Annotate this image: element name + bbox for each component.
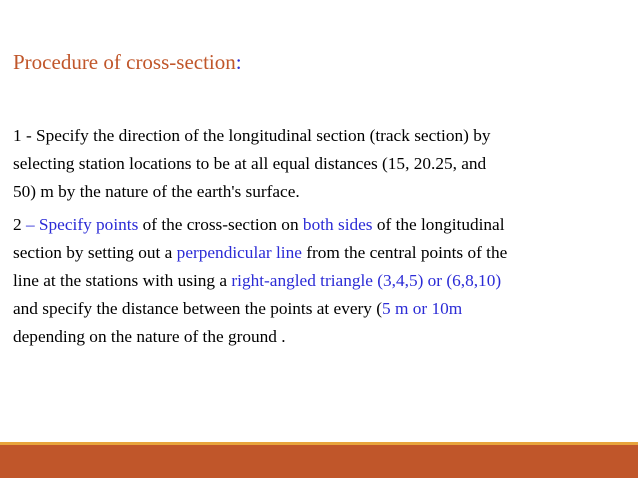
slide-title bbox=[13, 50, 242, 75]
p2-l1-c: of the cross-section on bbox=[138, 215, 303, 234]
paragraph-1-line-2: selecting station locations to be at all equal distances (15, 20.25, and bbox=[13, 154, 487, 173]
paragraph-2-line-3 bbox=[13, 267, 631, 295]
paragraph-2 bbox=[13, 211, 631, 351]
p2-l5-a: depending on the nature of the ground . bbox=[13, 327, 286, 346]
p2-l1-e: of the longitudinal bbox=[372, 215, 505, 234]
p2-l2-a: section by setting out a bbox=[13, 243, 177, 262]
p2-l3-b: right-angled triangle (3,4,5) or (6,8,10) bbox=[231, 271, 502, 290]
paragraph-2-line-1 bbox=[13, 211, 631, 239]
p2-l4-a: and specify the distance between the points at every ( bbox=[13, 299, 383, 318]
paragraph-2-line-4 bbox=[13, 295, 631, 323]
p2-l1-b: – Specify points bbox=[25, 215, 139, 234]
footer-band bbox=[0, 445, 638, 478]
p2-l3-a: line at the stations with using a bbox=[13, 271, 232, 290]
title-text: Procedure of cross-section bbox=[13, 50, 236, 74]
p2-l1-a: 2 bbox=[13, 215, 26, 234]
paragraph-1-line-3: 50) m by the nature of the earth's surface. bbox=[13, 182, 300, 201]
title-colon: : bbox=[235, 50, 242, 74]
p2-l1-d: both sides bbox=[302, 215, 373, 234]
paragraph-2-line-5 bbox=[13, 323, 631, 351]
paragraph-1-line-1: 1 - Specify the direction of the longitudinal section (track section) by bbox=[13, 126, 491, 145]
paragraph-1 bbox=[13, 122, 631, 206]
p2-l4-b: 5 m or 10m bbox=[382, 299, 463, 318]
p2-l2-b: perpendicular line bbox=[176, 243, 302, 262]
paragraph-2-line-2 bbox=[13, 239, 631, 267]
slide-body bbox=[13, 122, 631, 351]
p2-l2-c: from the central points of the bbox=[301, 243, 508, 262]
